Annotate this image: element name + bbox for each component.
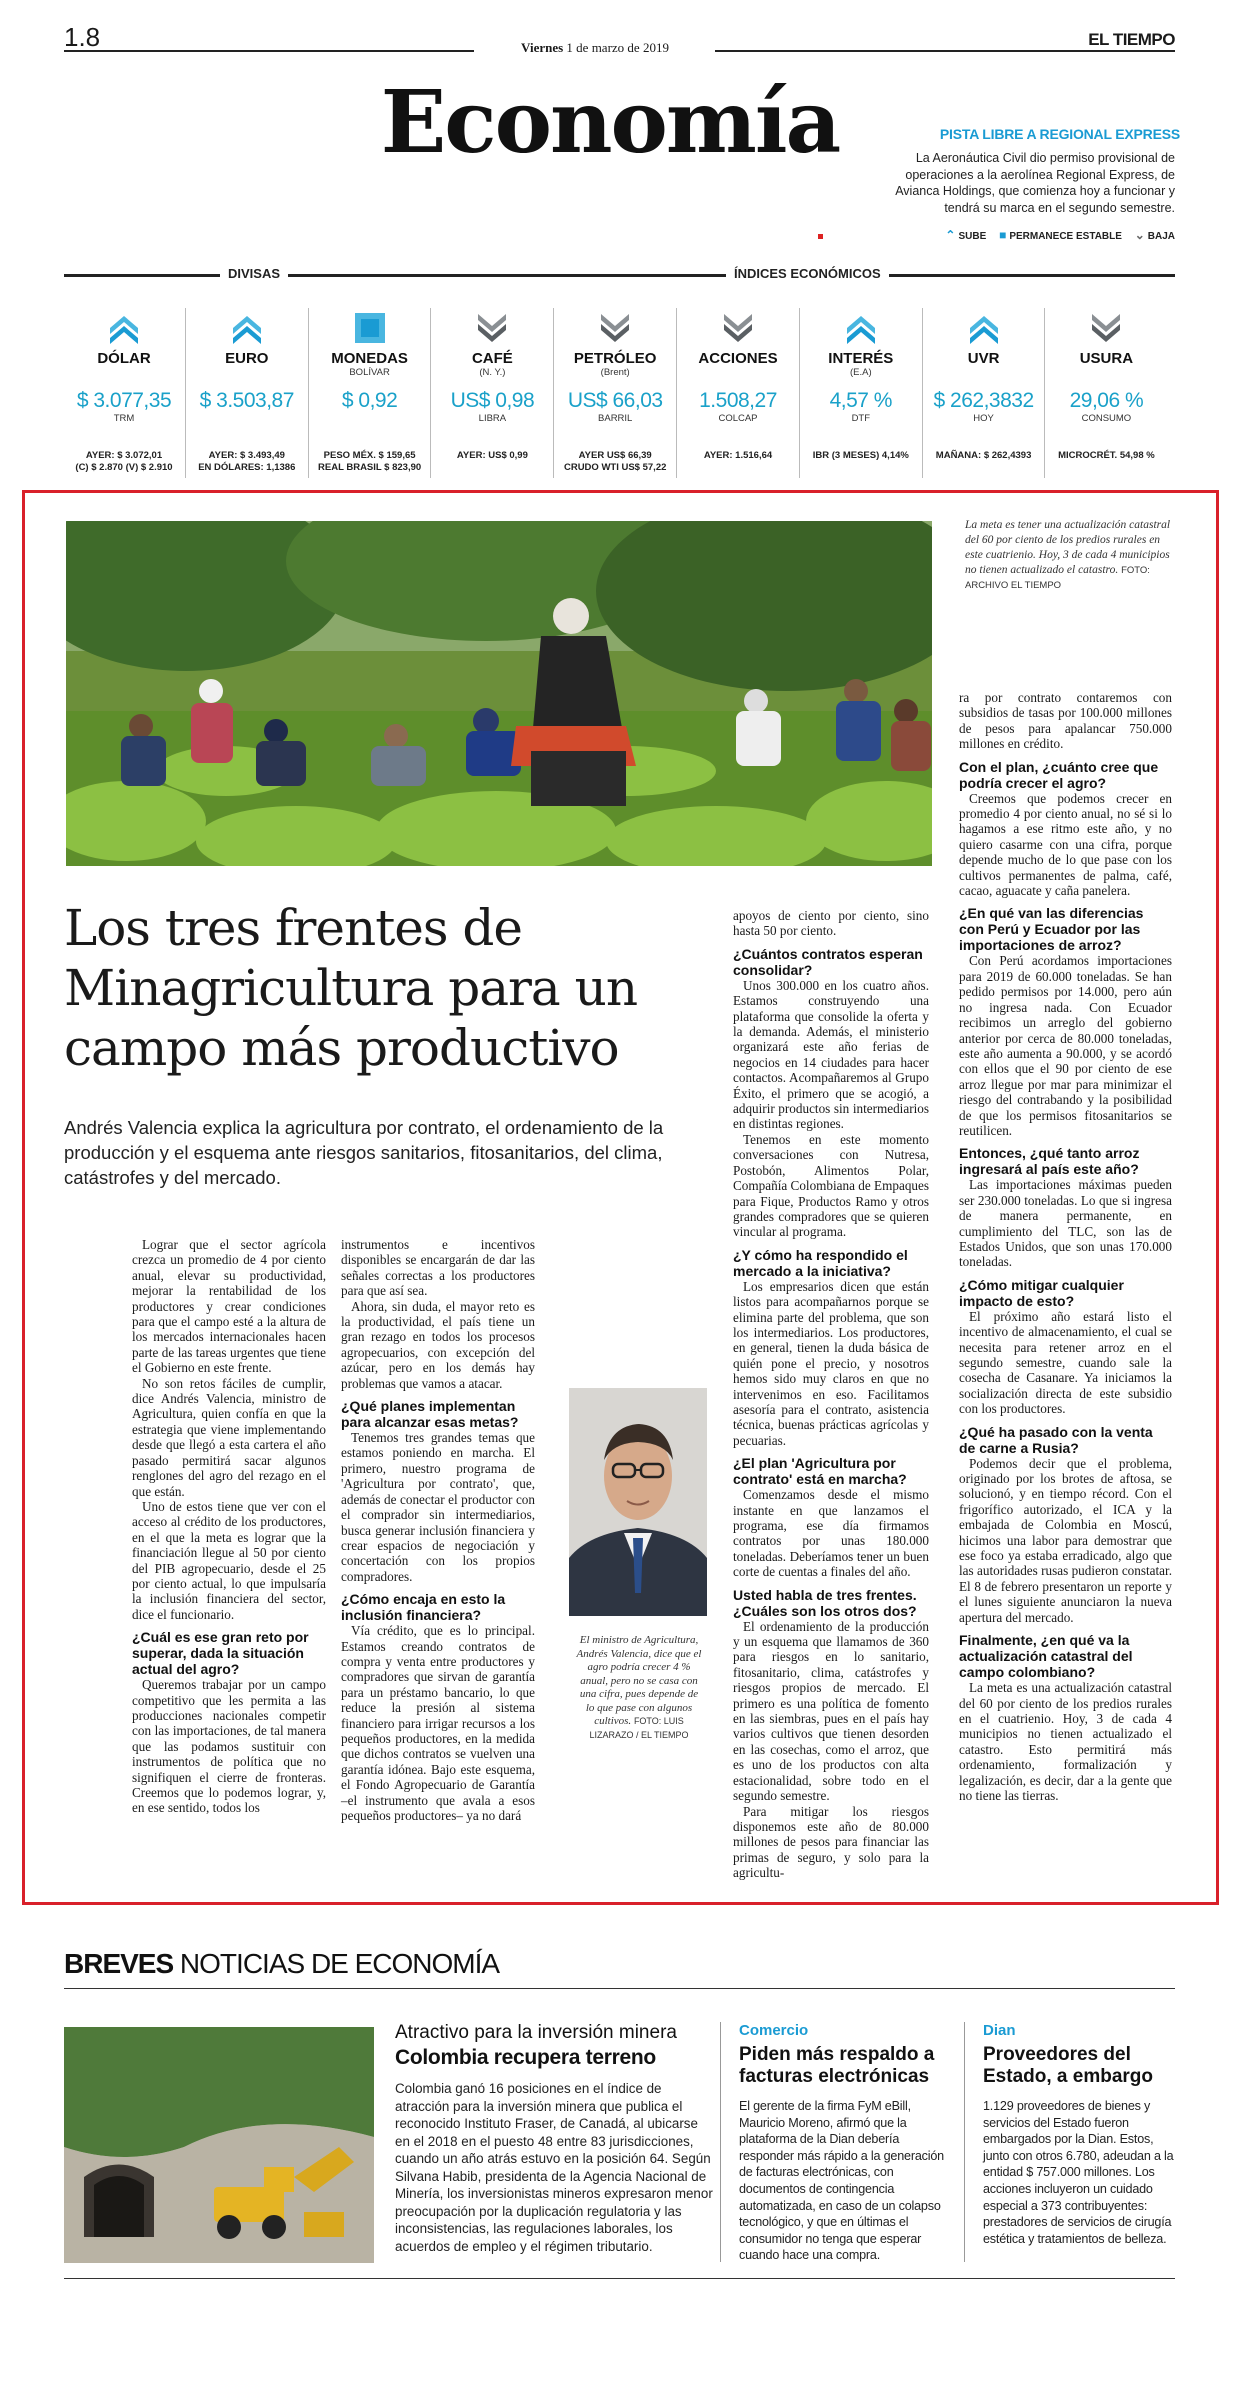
indicator-0 <box>64 300 184 480</box>
indicator-value: $ 3.503,87 <box>199 389 294 412</box>
indicator-previous <box>64 450 184 474</box>
article-paragraph: Unos 300.000 en los cuatro años. Estamos construyendo una plataforma que consolide la oferta y la demanda. Además, el ministerio organizará este año ferias de negocios en 14 ciudades para hacer contactos. Acompañaremos al Grupo Éxito, el primero que se acogió, a adquirir productos sin intermediarios en distintas regiones. <box>733 977 929 1132</box>
interview-question: Entonces, ¿qué tanto arroz ingresará al país este año? <box>959 1145 1140 1178</box>
legend-up: ⌃ SUBE <box>945 228 987 242</box>
indicator-separator <box>308 308 309 478</box>
interview-question: ¿En qué van las diferencias con Perú y Ecuador por las importaciones de arroz? <box>959 905 1144 954</box>
indicator-name: USURA <box>1079 350 1134 367</box>
article-paragraph: El ordenamiento de la producción y un esquema que llamamos de 360 para riesgos en lo sanitario, fitosanitario, clima, catástrofes y riesgos propios de mercado. El primero es una política de fomento en las siembras, pues en el país hay varios cultivos que tienen desorden en las cosechas, como el arroz, que es uno de los productos con alta estacionalidad, sobre todo en el segundo semestre. <box>733 1618 929 1804</box>
breves-header: BREVES NOTICIAS DE ECONOMÍA <box>64 1948 500 1979</box>
indicator-previous <box>801 450 921 462</box>
article-paragraph: Ahora, sin duda, el mayor reto es la productividad, el país tiene un gran rezago en todos los procesos agropecuarios, con excepción del azúcar, pero en los demás hay problemas que vamos a atacar. <box>341 1298 535 1391</box>
promo-body: La Aeronáutica Civil dio permiso provisional de operaciones a la aerolínea Regional Express, de Avianca Holdings, que comienza hoy a funcionar y tendrá su marca en el segundo semestre. <box>895 151 1175 215</box>
label-indices: ÍNDICES ECONÓMICOS <box>726 266 889 281</box>
article-column-2 <box>341 1237 535 1823</box>
indicator-previous <box>1046 450 1166 462</box>
trend-down-icon <box>1046 300 1166 344</box>
article-paragraph: Vía crédito, que es lo principal. Estamos creando contratos de compra y venta entre productores y compradores que sirvan de garantía para un préstamo bancario, lo que reduce la presión al sistema financiero para irrigar recursos a los pequeños productores, en la medida que dichos contratos se vuelven una garantía idónea. Bajo este esquema, el Fondo Agropecuario de Garantía –el instrumento que avala a esos pequeños productores– ya no dará <box>341 1623 535 1823</box>
footer-rule <box>64 2278 1175 2279</box>
indicator-unit: BARRIL <box>598 413 633 424</box>
indicator-6 <box>801 300 921 480</box>
trend-down-icon <box>555 300 675 344</box>
indicator-prev-line2: REAL BRASIL $ 823,90 <box>318 462 422 473</box>
indicator-2 <box>310 300 430 480</box>
indicator-1 <box>187 300 307 480</box>
indicator-prev-line2: EN DÓLARES: 1,1386 <box>198 462 296 473</box>
brief1-title[interactable]: Colombia recupera terreno <box>395 2046 656 2069</box>
indicator-name: CAFÉ <box>471 350 513 367</box>
brief3-title[interactable]: Proveedores del Estado, a embargo <box>983 2044 1153 2087</box>
article-paragraph: Creemos que podemos crecer en promedio 4 por ciento anual, no sé si lo hagamos a ese ritmo este año, y no quiero casarme con una cifra, porque depende mucho de lo que pase con los cultivos permanentes de palma, café, cacao, aguacate y caña panelera. <box>959 790 1172 899</box>
interview-question: ¿Cuál es ese gran reto por superar, dada la situación actual del agro? <box>132 1629 309 1678</box>
article-paragraph: No son retos fáciles de cumplir, dice Andrés Valencia, ministro de Agricultura, quien confía en que la estrategia que viene implementando desde que llegó a esta cartera el año pasado permitirá sacar algunos renglones del agro del rezago en el que están. <box>132 1375 326 1499</box>
indicator-sub: (N. Y.) <box>479 367 506 378</box>
indicator-name: PETRÓLEO <box>573 350 657 367</box>
indicator-value: $ 0,92 <box>341 389 398 412</box>
interview-question: ¿Y cómo ha respondido el mercado a la iniciativa? <box>733 1246 908 1279</box>
indicator-separator <box>553 308 554 478</box>
indicator-prev-line1: PESO MÉX. $ 159,65 <box>323 450 416 461</box>
indicator-unit: HOY <box>973 413 994 424</box>
article-paragraph: Con Perú acordamos importaciones para 2019 de 60.000 toneladas. Se han pedido permisos por 14.000, pero aún no ingresa nada. Con Ecuador recibimos un arreglo del gobierno anterior por cerca de 80.000 toneladas, este año aumenta a 90.000, y se acordó con ellos que el 90 por ciento de ese arroz llegue por mar para minimizar el riesgo del contrabando y la posibilidad de que los permisos fitosanitarios se reutilicen. <box>959 953 1172 1138</box>
mining-photo <box>64 2027 374 2263</box>
indicator-8 <box>1046 300 1166 480</box>
article-paragraph: Los empresarios dicen que están listos para acompañarnos porque se elimina parte del problema, que son los intermediarios. Los productores, en general, tienen la duda básica de quién pone el precio, y nosotros hemos sido muy claros en que no intervenimos en eso. Facilitamos asesoría para el contrato, asistencia técnica, buenas prácticas agrícolas y pecuarias. <box>733 1278 929 1448</box>
indicator-previous <box>555 450 675 474</box>
indicator-sub: (Brent) <box>600 367 630 378</box>
indicator-sub <box>64 367 184 379</box>
indicator-unit: DTF <box>851 413 871 424</box>
indicator-value: 1.508,27 <box>699 389 777 412</box>
indicator-prev-line1: IBR (3 MESES) 4,14% <box>812 450 909 461</box>
article-paragraph: Tenemos en este momento conversaciones con Nutresa, Postobón, Alimentos Polar, Compañía Colombiana de Empaques para Fique, Productos Ramo y otros grandes compradores que se quieren vincular al programa. <box>733 1131 929 1240</box>
article-paragraph: apoyos de ciento por ciento, sino hasta 50 por ciento. <box>733 908 929 939</box>
trend-up-icon <box>801 300 921 344</box>
indicator-prev-line1: MICROCRÉT. 54,98 % <box>1058 450 1155 461</box>
indicator-previous <box>310 450 430 474</box>
brand-logo[interactable]: EL TIEMPO <box>1088 30 1175 49</box>
indicator-prev-line1: AYER: $ 3.493,49 <box>208 450 285 461</box>
breves-rule <box>64 1988 1175 1989</box>
trend-stable-icon <box>310 300 430 344</box>
article-paragraph: Queremos trabajar por un campo competitivo que les permita a las producciones nacionales competir con las importaciones, de tal manera que las podamos sustituir con instrumentos de política que no signifiquen el cierre de fronteras. Creemos que lo podemos lograr, y, en ese sentido, todos los <box>132 1677 326 1816</box>
indicator-unit: TRM <box>113 413 135 424</box>
indicator-value: US$ 0,98 <box>450 389 535 412</box>
interview-question: ¿Cómo encaja en esto la inclusión financiera? <box>341 1591 506 1624</box>
red-dot-marker <box>818 234 823 239</box>
arrow-down-icon: ⌄ <box>1134 228 1145 242</box>
indicator-separator <box>185 308 186 478</box>
interview-question: Usted habla de tres frentes. ¿Cuáles son los otros dos? <box>733 1586 917 1619</box>
masthead-rule-left <box>64 50 474 52</box>
trend-up-icon <box>187 300 307 344</box>
indicator-previous <box>924 450 1044 462</box>
indicator-sub <box>1046 367 1166 379</box>
article-column-3 <box>733 908 929 1881</box>
brief2-title[interactable]: Piden más respaldo a facturas electrónicas <box>739 2044 935 2087</box>
indicator-previous <box>187 450 307 474</box>
article-paragraph: Lograr que el sector agrícola crezca un promedio de 4 por ciento anual, elevar su productividad, mejorar la rentabilidad de los productores y crear condiciones para que el campo esté a la altura de los mercados internacionales hacen parte de las tareas urgentes que tiene el Gobierno en este frente. <box>132 1237 326 1376</box>
indicator-prev-line2: (C) $ 2.870 (V) $ 2.910 <box>75 462 173 473</box>
interview-question: Finalmente, ¿en qué va la actualización catastral del campo colombiano? <box>959 1632 1133 1681</box>
section-title: Economía <box>380 72 840 173</box>
indicator-value: 4,57 % <box>829 389 892 412</box>
indicator-4 <box>555 300 675 480</box>
indicator-name: ACCIONES <box>698 350 778 367</box>
photo-caption: La meta es tener una actualización catastral del 60 por ciento de los predios rurales en este cuatrienio. Hoy, 3 de cada 4 municipios no tienen actualizado el catastro. FOTO: ARCHIVO EL TIEMPO <box>965 519 1171 591</box>
promo-title[interactable]: PISTA LIBRE A REGIONAL EXPRESS <box>939 126 1180 142</box>
farm-workers-photo <box>66 521 932 866</box>
indicator-separator <box>676 308 677 478</box>
indicator-prev-line1: AYER: 1.516,64 <box>703 450 773 461</box>
interview-question: ¿Cómo mitigar cualquier impacto de esto? <box>959 1276 1124 1309</box>
indicator-separator <box>1044 308 1045 478</box>
indicator-separator <box>799 308 800 478</box>
trend-legend <box>920 228 1175 242</box>
article-paragraph: Para mitigar los riesgos disponemos este año de 80.000 millones de pesos para financiar las primas de seguro, y solo para la agricultu- <box>733 1803 929 1881</box>
article-paragraph: La meta es una actualización catastral del 60 por ciento de los predios rurales en el cuatrienio. Hoy, 3 de cada 4 municipios no tienen actualizado el catastro. Esto permitirá más ordenamiento, formalización y legalización, es decir, dar a la gente que no tiene las tierras. <box>959 1680 1172 1803</box>
indicator-sub: BOLÍVAR <box>349 367 390 378</box>
brief3-kicker[interactable]: Dian <box>983 2022 1016 2039</box>
brief2-kicker[interactable]: Comercio <box>739 2022 809 2039</box>
indicator-prev-line2: CRUDO WTI US$ 57,22 <box>563 462 667 473</box>
article-paragraph: El próximo año estará listo el incentivo de almacenamiento, el cual se necesita para retener arroz en el segundo semestre, cuando sale la cosecha de Casanare. Ya iniciamos la socialización directa de este subsidio con los productores. <box>959 1308 1172 1417</box>
indicator-name: INTERÉS <box>828 350 894 367</box>
brief2-body: El gerente de la firma FyM eBill, Mauricio Moreno, afirmó que la plataforma de la Dian debería responder más rápido a la generación de facturas electrónicas, con documentos de contingencia automatizada, en caso de un colapso tecnológico, y que en últimas el consumidor no tenga que esperar cuando hace una compra. <box>739 2099 944 2263</box>
indicator-5 <box>678 300 798 480</box>
indicator-unit: CONSUMO <box>1081 413 1132 424</box>
label-divisas: DIVISAS <box>220 266 288 281</box>
brief3-body: 1.129 proveedores de bienes y servicios del Estado fueron embargados por la Dian. Estos, junto con otros 6.780, adeudan a la entidad $ 757.000 millones. Los acciones incluyeron un cuidado especial a 373 contribuyentes: prestadores de servicios de cirugía estética y tratamientos de belleza. <box>983 2099 1174 2246</box>
indicator-separator <box>922 308 923 478</box>
article-paragraph: Tenemos tres grandes temas que estamos poniendo en marcha. El primero, nuestro programa de 'Agricultura por contrato', que, además de conectar el productor con el comprador sin intermediarios, busca generar inclusión financiera y crear espacios de negociación y concertación con los propios compradores. <box>341 1430 535 1584</box>
indicator-sub <box>924 367 1044 379</box>
article-paragraph: Uno de estos tiene que ver con el acceso al crédito de los productores, en el que la meta es lograr que la financiación llegue al 50 por ciento del PIB agropecuario, desde el 25 por ciento actual, lo que impulsaría la inclusión financiera del sector, dice el funcionario. <box>132 1498 326 1622</box>
brief1-kicker: Atractivo para la inversión minera <box>395 2022 677 2043</box>
legend-same: ■ PERMANECE ESTABLE <box>999 228 1122 242</box>
indicator-prev-line1: AYER US$ 66,39 <box>578 450 652 461</box>
indicator-value: US$ 66,03 <box>567 389 663 412</box>
trend-up-icon <box>924 300 1044 344</box>
brief1-body: Colombia ganó 16 posiciones en el índice de atracción para la inversión minera que publica el reconocido Instituto Fraser, de Canadá, al ubicarse en el 2018 en el puesto 48 entre 83 jurisdicciones, cuando un año atrás estuvo en la posición 64. Según Silvana Habib, presidenta de la Agencia Nacional de Minería, los inversionistas mineros expresaron menor preocupación por la duplicación regulatoria y las inconsistencias, las regulaciones laborales, los acuerdos de empleo y el régimen tributario. <box>395 2081 713 2254</box>
interview-question: ¿Cuántos contratos esperan consolidar? <box>733 945 923 978</box>
indicator-value: $ 262,3832 <box>933 389 1034 412</box>
indicator-prev-line1: AYER: $ 3.072,01 <box>85 450 163 461</box>
article-paragraph: Las importaciones máximas pueden ser 230.000 toneladas. Lo que si ingresa de manera permanente, en cumplimiento del TLC, son las de Estados Unidos, que son unas 170.000 toneladas. <box>959 1177 1172 1270</box>
article-paragraph: ra por contrato contaremos con subsidios de tasas por 100.000 millones de pesos para apalancar 750.000 millones en crédito. <box>959 690 1172 752</box>
portrait-caption: El ministro de Agricultura, Andrés Valencia, dice que el agro podría crecer 4 % anual, pero no se casa con una cifra, pues depende de lo que pase con algunos cultivos. FOTO: LUIS LIZARAZO / EL TIEMPO <box>576 1634 702 1740</box>
indicator-sub: (E.A) <box>849 367 872 378</box>
indicator-name: EURO <box>225 350 269 367</box>
trend-down-icon <box>432 300 552 344</box>
interview-question: Con el plan, ¿cuánto cree que podría crecer el agro? <box>959 758 1159 791</box>
indicator-prev-line1: MAÑANA: $ 262,4393 <box>935 450 1032 461</box>
article-column-4 <box>959 690 1172 1803</box>
article-deck: Andrés Valencia explica la agricultura por contrato, el ordenamiento de la producción y el esquema ante riesgos sanitarios, fitosanitarios, del clima, catástrofes y del mercado. <box>64 1117 664 1188</box>
article-paragraph: instrumentos e incentivos disponibles se encargarán de dar las señales correctas a los productores para que así sea. <box>341 1237 535 1299</box>
trend-down-icon <box>678 300 798 344</box>
masthead-rule-right <box>715 50 1175 52</box>
indicator-name: MONEDAS <box>331 350 408 367</box>
minister-portrait <box>569 1388 707 1616</box>
indicator-prev-line1: AYER: US$ 0,99 <box>456 450 528 461</box>
article-paragraph: Podemos decir que el problema, originado por los brotes de aftosa, se solucionó, y en tiempo récord. Con el frigorífico autorizado, el ICA y la embajada de Colombia en Moscú, hicimos una labor para demostrar que ese foco ya estaba erradicado, algo que las autoridades rusas pudieron constatar. El 8 de febrero presentaron un reporte y el lunes siguiente anunciaron la nueva apertura del mercado. <box>959 1455 1172 1625</box>
brief-divider-2 <box>964 2022 965 2262</box>
article-paragraph: Comenzamos desde el mismo instante en que lanzamos el programa, ese día firmamos contratos por unas 180.000 toneladas. Deberíamos tener un buen corte de cuentas a finales del año. <box>733 1487 929 1580</box>
square-icon: ■ <box>999 228 1007 242</box>
edition-date: Viernes 1 de marzo de 2019 <box>521 40 669 55</box>
arrow-up-icon: ⌃ <box>945 228 956 242</box>
indicator-name: DÓLAR <box>97 350 151 367</box>
indicator-unit: COLCAP <box>718 413 758 424</box>
page-number: 1.8 <box>64 22 101 52</box>
indicator-7 <box>924 300 1044 480</box>
trend-up-icon <box>64 300 184 344</box>
interview-question: ¿El plan 'Agricultura por contrato' está en marcha? <box>733 1455 907 1488</box>
indicator-separator <box>430 308 431 478</box>
legend-down: ⌄ BAJA <box>1134 228 1175 242</box>
indicator-sub <box>678 367 798 379</box>
interview-question: ¿Qué planes implementan para alcanzar esas metas? <box>341 1398 519 1431</box>
brief-divider-1 <box>720 2022 721 2262</box>
article-column-1 <box>132 1237 326 1816</box>
indicator-unit: LIBRA <box>478 413 507 424</box>
indicator-value: 29,06 % <box>1069 389 1144 412</box>
indicator-name: UVR <box>967 350 1000 367</box>
indicator-3 <box>432 300 552 480</box>
article-headline[interactable]: Los tres frentes de Minagricultura para un campo más productivo <box>64 899 638 1077</box>
indicator-previous <box>432 450 552 462</box>
indicator-sub <box>187 367 307 379</box>
indicator-value: $ 3.077,35 <box>76 389 172 412</box>
interview-question: ¿Qué ha pasado con la venta de carne a Rusia? <box>959 1423 1153 1456</box>
indicator-previous <box>678 450 798 462</box>
